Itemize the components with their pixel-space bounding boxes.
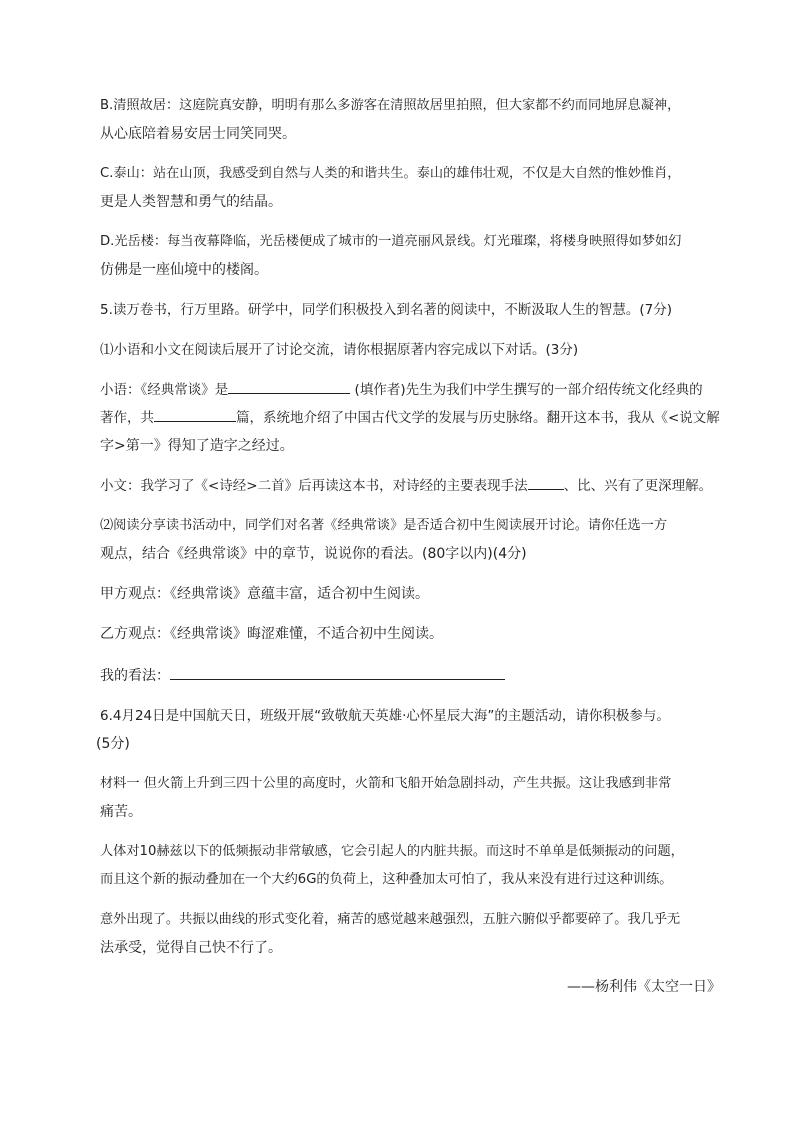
my-view-answer-blank[interactable] xyxy=(170,665,505,680)
material-paragraph-3 xyxy=(100,906,725,962)
material-attribution: ——杨利伟《太空一日》 xyxy=(567,979,721,995)
technique-blank[interactable] xyxy=(528,475,564,490)
option-b-line-1: B.清照故居：这庭院真安静，明明有那么多游客在清照故居里拍照，但大家都不约而同地屏息凝神， xyxy=(100,98,681,113)
xiaoyu-text-a: 小语：《经典常谈》是 xyxy=(100,382,229,398)
viewpoint-a xyxy=(100,580,725,608)
xiaoyu-line-1 xyxy=(100,376,725,404)
material-paragraph-2-line-1: 人体对10赫兹以下的低频振动非常敏感，它会引起人的内脏共振。而这时不单单是低频振动的问题， xyxy=(100,844,684,859)
option-c xyxy=(100,160,725,216)
my-view-line xyxy=(100,662,725,690)
question-5-sub-2-line-1: ⑵阅读分享读书活动中，同学们对名著《经典常谈》是否适合初中生阅读展开讨论。请你任选一方 xyxy=(100,518,668,533)
question-5-stem-text: 5.读万卷书，行万里路。研学中，同学们积极投入到名著的阅读中，不断汲取人生的智慧。(7分) xyxy=(100,302,673,318)
question-6-stem-line-2: (5分) xyxy=(96,736,130,752)
xiaowen-text-a: 小文：我学习了《<诗经>二首》后再读这本书，对诗经的主要表现手法 xyxy=(100,478,528,494)
xiaoyu-text-b: (填作者)先生为我们中学生撰写的一部介绍传统文化经典的 xyxy=(354,382,703,398)
material-paragraph-3-line-1: 意外出现了。共振以曲线的形式变化着，痛苦的感觉越来越强烈，五脏六腑似乎都要碎了。我几乎无 xyxy=(100,912,681,927)
my-view xyxy=(100,662,725,690)
material-1 xyxy=(100,770,725,826)
xiaoyu-line-3: 字>第一》得知了造字之经过。 xyxy=(100,438,294,454)
material-paragraph-2 xyxy=(100,838,725,894)
xiaoyu-dialogue xyxy=(100,376,725,460)
option-d xyxy=(100,228,725,284)
option-d-line-2: 仿佛是一座仙境中的楼阁。 xyxy=(100,262,268,278)
xiaoyu-text-d: 篇，系统地介绍了中国古代文学的发展与历史脉络。翻开这本书，我从《<说文解 xyxy=(236,410,720,426)
viewpoint-a-text: 甲方观点：《经典常谈》意蕴丰富，适合初中生阅读。 xyxy=(100,586,429,602)
material-paragraph-2-line-2: 而且这个新的振动叠加在一个大约6G的负荷上，这种叠加太可怕了，我从来没有进行过这种训练。 xyxy=(100,872,673,887)
question-5-sub-2 xyxy=(100,512,725,568)
option-b xyxy=(100,92,725,148)
option-c-line-1: C.泰山：站在山顶，我感受到自然与人类的和谐共生。泰山的雄伟壮观，不仅是大自然的惟妙惟肖， xyxy=(100,166,681,181)
chapter-count-blank[interactable] xyxy=(154,407,236,422)
question-5-sub-2-line-2: 观点，结合《经典常谈》中的章节，说说你的看法。(80字以内)(4分) xyxy=(100,546,527,562)
question-5-stem xyxy=(100,296,725,324)
viewpoint-b-text: 乙方观点：《经典常谈》晦涩难懂，不适合初中生阅读。 xyxy=(100,626,443,642)
material-1-line-1: 材料一 但火箭上升到三四十公里的高度时，火箭和飞船开始急剧抖动，产生共振。这让我感到非常 xyxy=(100,776,672,791)
xiaowen-dialogue xyxy=(100,472,725,500)
my-view-label: 我的看法： xyxy=(100,668,170,684)
question-6-stem-line-1: 6.4月24日是中国航天日，班级开展“致敬航天英雄·心怀星辰大海”的主题活动，请你积极参与。 xyxy=(100,708,670,724)
author-blank[interactable] xyxy=(228,379,350,394)
option-c-line-2: 更是人类智慧和勇气的结晶。 xyxy=(100,194,282,210)
material-1-line-2: 痛苦。 xyxy=(100,804,142,820)
viewpoint-b xyxy=(100,620,725,648)
option-b-line-2: 从心底陪着易安居士同笑同哭。 xyxy=(100,126,296,142)
question-5-sub-1-text: ⑴小语和小文在阅读后展开了讨论交流，请你根据原著内容完成以下对话。(3分) xyxy=(100,342,579,358)
xiaoyu-text-c: 著作，共 xyxy=(100,410,154,426)
xiaowen-text-b: 、比、兴有了更深理解。 xyxy=(563,478,713,494)
material-paragraph-3-line-2: 法承受，觉得自己快不行了。 xyxy=(100,940,282,956)
question-6-stem xyxy=(96,702,725,758)
question-5-sub-1 xyxy=(100,336,725,364)
xiaowen-line xyxy=(100,472,725,500)
option-d-line-1: D.光岳楼：每当夜幕降临，光岳楼便成了城市的一道亮丽风景线。灯光璀璨，将楼身映照得如梦如幻 xyxy=(100,234,682,249)
xiaoyu-line-2 xyxy=(100,404,725,432)
